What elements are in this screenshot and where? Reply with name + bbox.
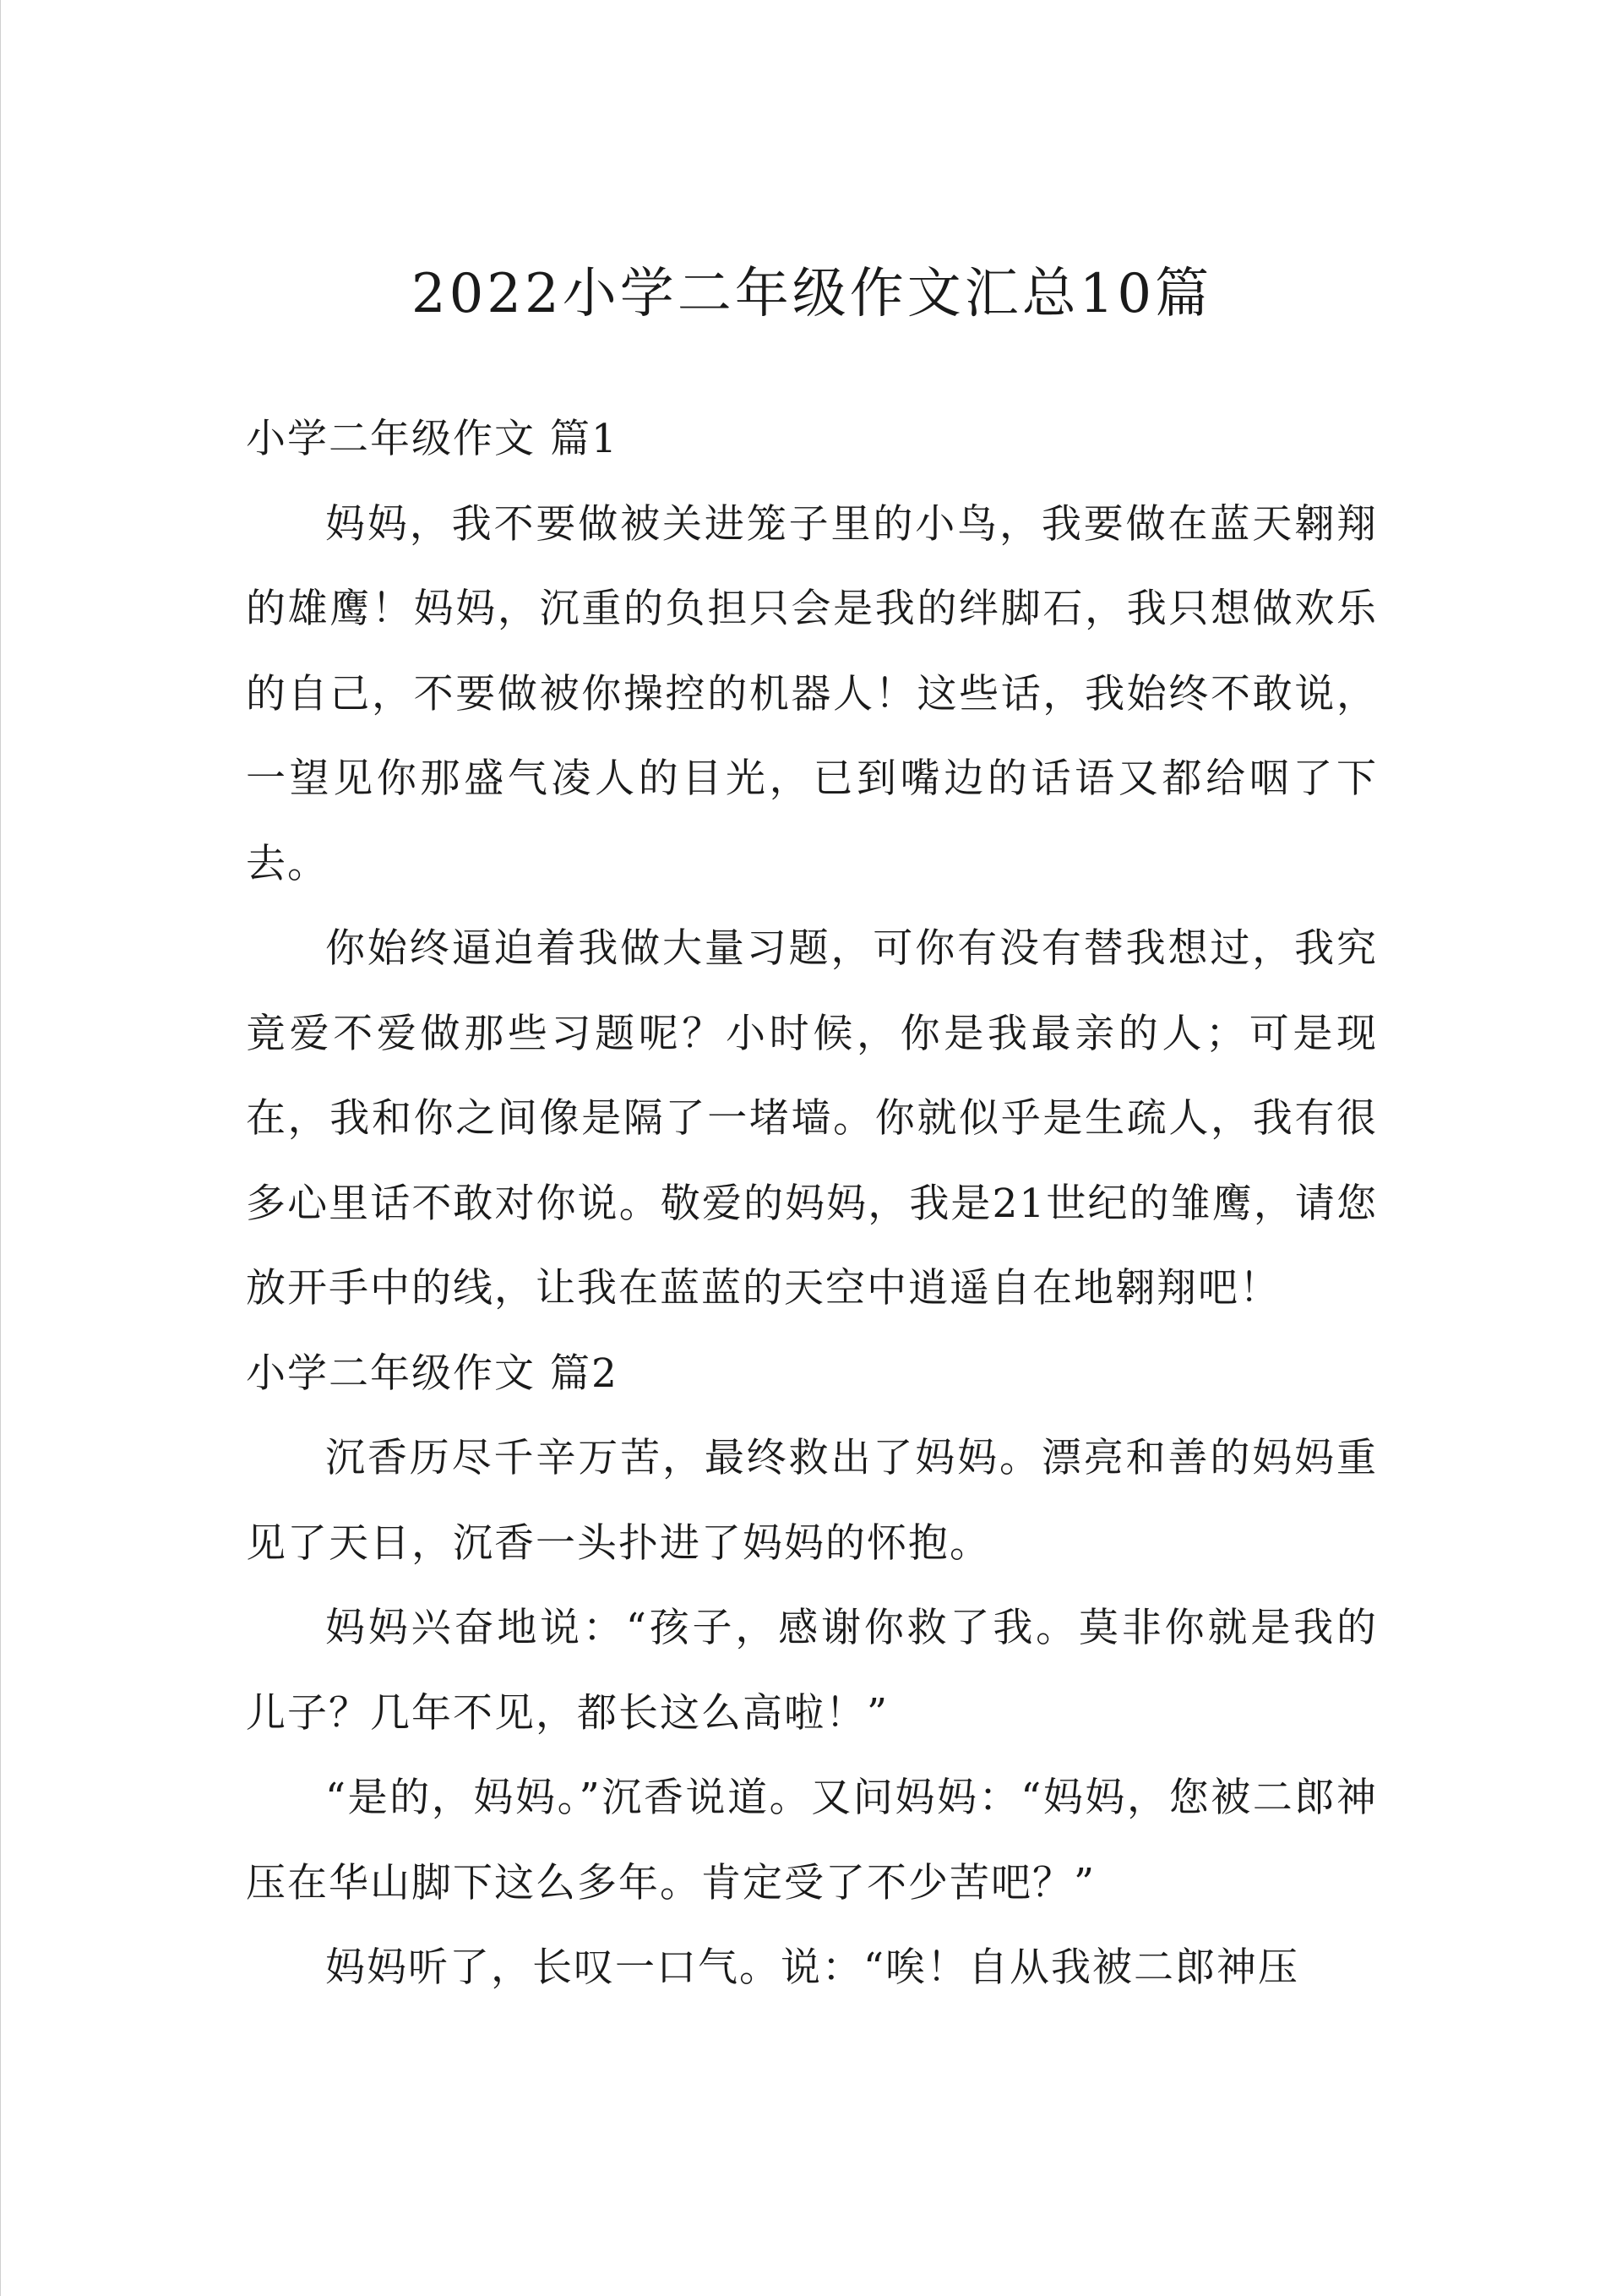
document-title: 2022小学二年级作文汇总10篇 [411, 263, 1213, 325]
paragraph: 妈妈，我不要做被关进笼子里的小鸟，我要做在蓝天翱翔的雄鹰！妈妈，沉重的负担只会是我的绊脚石，我只想做欢乐的自己，不要做被你操控的机器人！这些话，我始终不敢说，一望见你那盛气凌人的目光，已到嘴边的话语又都给咽了下去。 [246, 500, 1378, 887]
paragraph: “是的，妈妈。”沉香说道。又问妈妈：“妈妈，您被二郎神压在华山脚下这么多年。肯定受了不少苦吧？” [246, 1775, 1378, 1906]
paragraph: 沉香历尽千辛万苦，最终救出了妈妈。漂亮和善的妈妈重见了天日，沉香一头扑进了妈妈的怀抱。 [246, 1435, 1378, 1567]
paragraph: 妈妈兴奋地说：“孩子，感谢你救了我。莫非你就是我的儿子？几年不见，都长这么高啦！” [246, 1605, 1378, 1737]
paragraph: 妈妈听了，长叹一口气。说：“唉！自从我被二郎神压 [325, 1944, 1300, 1991]
section-heading: 小学二年级作文 篇1 [246, 416, 618, 462]
paragraph: 你始终逼迫着我做大量习题，可你有没有替我想过，我究竟爱不爱做那些习题呢？小时候，你是我最亲的人；可是现在，我和你之间像是隔了一堵墙。你就似乎是生疏人，我有很多心里话不敢对你说。敬爱的妈妈，我是21世纪的雏鹰，请您放开手中的线，让我在蓝蓝的天空中逍遥自在地翱翔吧！ [246, 925, 1378, 1312]
document-body [246, 397, 1378, 2011]
section-heading: 小学二年级作文 篇2 [246, 1350, 618, 1397]
